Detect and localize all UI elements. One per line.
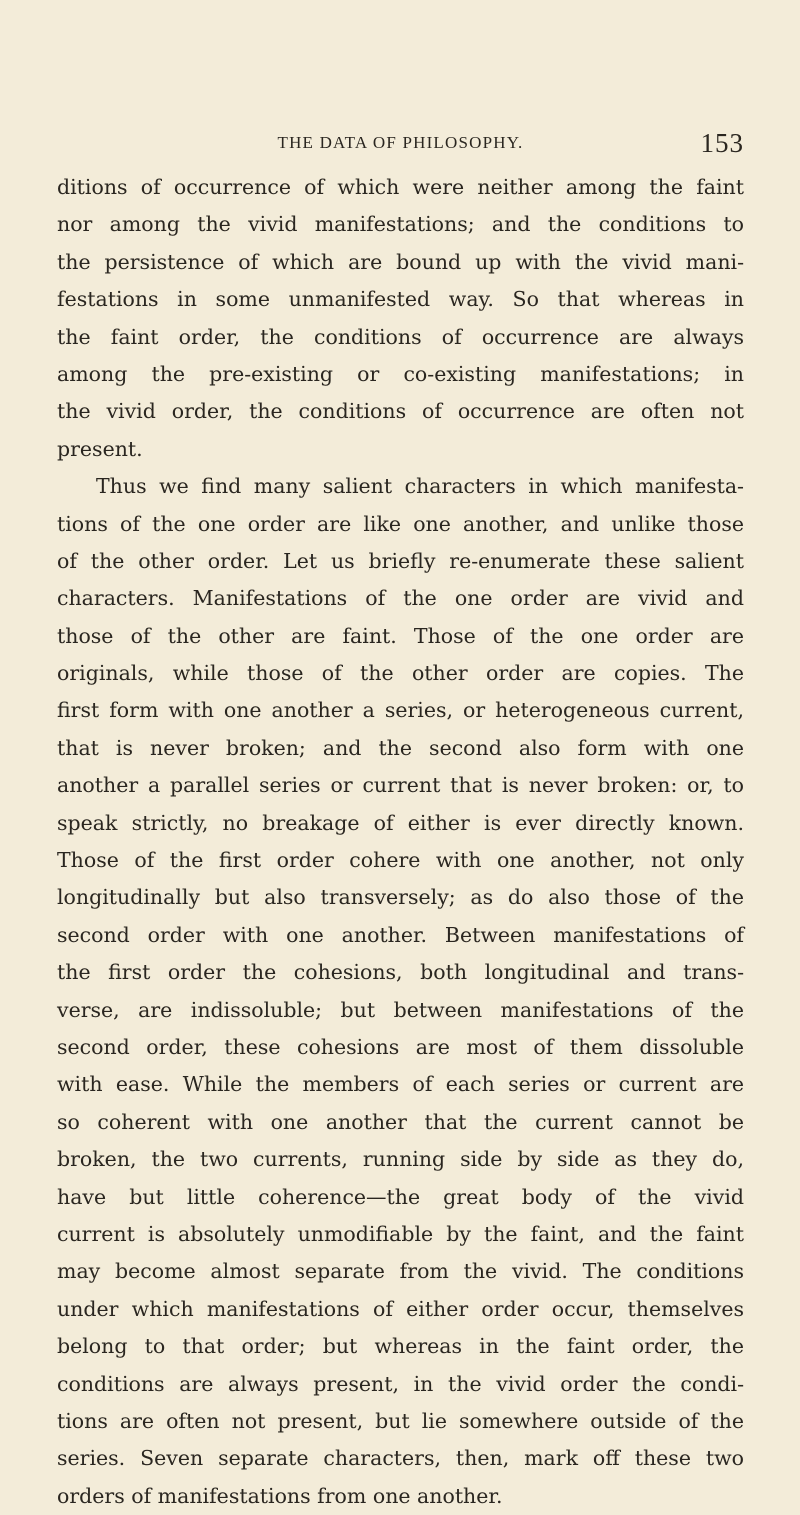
text-line: first form with one another a series, or heterogeneous current, (57, 698, 744, 723)
text-line: broken, the two currents, running side by side as they do, (57, 1147, 744, 1172)
text-line: may become almost separate from the vivid. The conditions (57, 1259, 744, 1284)
text-line: the first order the cohesions, both longitudinal and trans- (57, 960, 744, 985)
text-line: verse, are indissoluble; but between manifestations of the (57, 997, 744, 1022)
text-line: longitudinally but also transversely; as do also those of the (57, 885, 744, 910)
text-line: the vivid order, the conditions of occurrence are often not (57, 399, 744, 424)
text-line: current is absolutely unmodifiable by the faint, and the faint (57, 1221, 744, 1246)
text-line: the persistence of which are bound up with the vivid mani- (57, 249, 744, 274)
text-line: Thus we find many salient characters in which manifesta- (96, 474, 744, 499)
text-line: that is never broken; and the second also form with one (57, 735, 744, 760)
text-line: another a parallel series or current that is never broken: or, to (57, 773, 744, 798)
text-line: second order with one another. Between manifestations of (57, 922, 744, 947)
text-line: series. Seven separate characters, then, mark off these two (57, 1446, 744, 1471)
text-line: second order, these cohesions are most of them dissoluble (57, 1034, 744, 1059)
text-line: conditions are always present, in the vivid order the condi- (57, 1371, 744, 1396)
running-title: THE DATA OF PHILOSOPHY. (277, 133, 524, 152)
text-line: orders of manifestations from one another. (57, 1483, 503, 1508)
running-head (57, 128, 744, 158)
text-line: tions of the one order are like one another, and unlike those (57, 511, 744, 536)
text-line: speak strictly, no breakage of either is ever directly known. (57, 810, 744, 835)
text-line: the faint order, the conditions of occurrence are always (57, 324, 744, 349)
text-line: of the other order. Let us briefly re-enumerate these salient (57, 548, 744, 573)
text-line: among the pre-existing or co-existing manifestations; in (57, 361, 744, 386)
text-line: festations in some unmanifested way. So that whereas in (57, 287, 744, 312)
text-line: under which manifestations of either order occur, themselves (57, 1296, 744, 1321)
text-line: characters. Manifestations of the one order are vivid and (57, 586, 744, 611)
text-line: have but little coherence—the great body of the vivid (57, 1184, 744, 1209)
text-line: with ease. While the members of each series or current are (57, 1072, 744, 1097)
text-line: ditions of occurrence of which were neither among the faint (57, 175, 744, 199)
text-line: belong to that order; but whereas in the faint order, the (57, 1334, 744, 1359)
text-line: nor among the vivid manifestations; and the conditions to (57, 212, 744, 237)
text-line: originals, while those of the other order are copies. The (57, 661, 744, 686)
text-line: tions are often not present, but lie somewhere outside of the (57, 1408, 744, 1433)
text-line: so coherent with one another that the current cannot be (57, 1109, 744, 1134)
text-line: those of the other are faint. Those of the one order are (57, 623, 744, 648)
page-number: 153 (700, 128, 744, 158)
text-line: present. (57, 436, 143, 461)
text-line: Those of the first order cohere with one another, not only (57, 848, 744, 873)
body-text (57, 169, 744, 1515)
